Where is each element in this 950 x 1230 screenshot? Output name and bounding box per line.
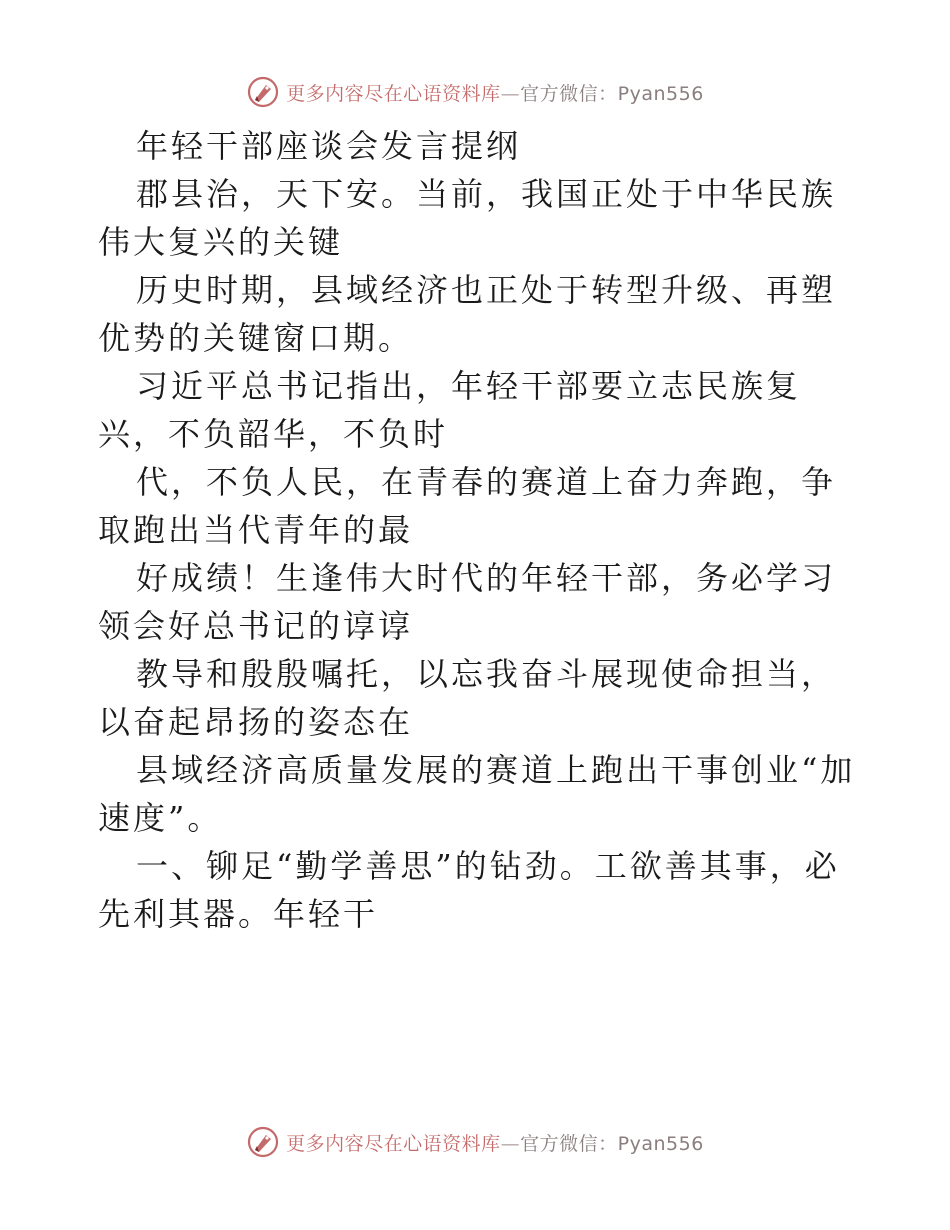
paragraph: 教导和殷殷嘱托，以忘我奋斗展现使命担当，以奋起昂扬的姿态在: [98, 655, 837, 741]
document-body: [98, 122, 858, 938]
paragraph: 好成绩！生逢伟大时代的年轻干部，务必学习领会好总书记的谆谆: [98, 559, 837, 645]
watermark-dash: —: [500, 1132, 521, 1155]
watermark-site-text: 更多内容尽在心语资料库: [286, 82, 501, 105]
paragraph: 习近平总书记指出，年轻干部要立志民族复兴，不负韶华，不负时: [98, 367, 802, 453]
watermark-text: [286, 1129, 704, 1156]
paragraph: 代，不负人民，在青春的赛道上奋力奔跑，争取跑出当代青年的最: [98, 463, 837, 549]
paragraph: 一、铆足“勤学善思”的钻劲。工欲善其事，必先利其器。年轻干: [98, 847, 840, 933]
paragraph: 历史时期，县域经济也正处于转型升级、再塑优势的关键窗口期。: [98, 271, 837, 357]
pen-nib-logo-icon: [246, 75, 280, 109]
paragraph: 县域经济高质量发展的赛道上跑出干事创业“加速度”。: [98, 751, 856, 837]
paragraph: 郡县治，天下安。当前，我国正处于中华民族伟大复兴的关键: [98, 175, 837, 261]
document-title: 年轻干部座谈会发言提纲: [136, 127, 522, 165]
watermark-site-text: 更多内容尽在心语资料库: [286, 1132, 501, 1155]
watermark-dash: —: [500, 82, 521, 105]
watermark-wechat-text: 官方微信：Pyan556: [520, 82, 704, 105]
pen-nib-logo-icon: [246, 1125, 280, 1159]
watermark-wechat-text: 官方微信：Pyan556: [520, 1132, 704, 1155]
header-watermark: [0, 72, 950, 112]
footer-watermark: [0, 1122, 950, 1162]
watermark-text: [286, 79, 704, 106]
